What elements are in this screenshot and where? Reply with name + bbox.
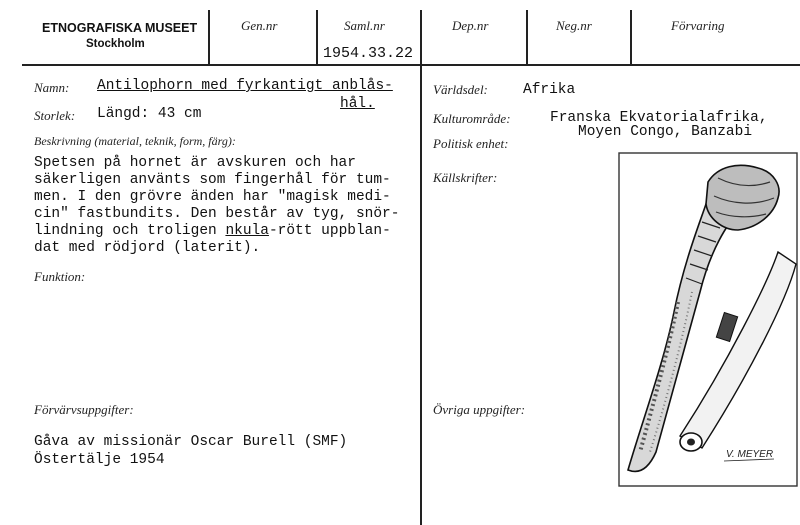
header-divider-2: [316, 10, 318, 64]
forvarv-line-2: Östertälje 1954: [34, 452, 165, 468]
beskrivning-line-3: men. I den grövre änden har "magisk medi-: [34, 189, 391, 205]
varldsdel-label: Världsdel:: [433, 82, 488, 97]
museum-name: ETNOGRAFISKA MUSEET: [42, 21, 198, 35]
beskrivning-line-6: dat med rödjord (laterit).: [34, 240, 261, 256]
neg-nr-label: Neg.nr: [556, 18, 592, 33]
nkula-word: nkula: [225, 223, 269, 239]
dep-nr-label: Dep.nr: [452, 18, 489, 33]
header-divider-1: [208, 10, 210, 64]
gen-nr-label: Gen.nr: [241, 18, 278, 33]
body-center-divider: [420, 64, 422, 525]
storlek-label: Storlek:: [34, 108, 76, 123]
header-divider-5: [630, 10, 632, 64]
saml-nr-value: 1954.33.22: [323, 45, 414, 62]
artist-signature: V. MEYER: [726, 449, 774, 460]
kulturomrade-line-2: Moyen Congo, Banzabi: [578, 124, 753, 140]
beskrivning-line-5-pre: lindning och troligen: [34, 223, 226, 239]
politisk-label: Politisk enhet:: [433, 136, 509, 151]
beskrivning-line-5-post: -rött uppblan-: [268, 223, 391, 239]
kulturomrade-label: Kulturområde:: [433, 111, 511, 126]
namn-label: Namn:: [34, 80, 70, 95]
forvarv-line-1: Gåva av missionär Oscar Burell (SMF): [34, 434, 348, 450]
varldsdel-value: Afrika: [523, 82, 576, 98]
beskrivning-text: [34, 155, 399, 257]
header-divider-3: [420, 10, 422, 64]
horn-end-hole: [687, 439, 695, 446]
storlek-value: Längd: 43 cm: [97, 106, 202, 122]
ovriga-label: Övriga uppgifter:: [433, 402, 526, 417]
beskrivning-label: Beskrivning (material, teknik, form, färg):: [34, 134, 236, 148]
header-divider-4: [526, 10, 528, 64]
saml-nr-label: Saml.nr: [344, 18, 385, 33]
funktion-label: Funktion:: [34, 269, 86, 284]
beskrivning-line-2: säkerligen använts som fingerhål för tum-: [34, 172, 391, 188]
namn-value-line1: Antilophorn med fyrkantigt anblås-: [97, 78, 393, 94]
beskrivning-line-1: Spetsen på hornet är avskuren och har: [34, 155, 356, 171]
forvaring-label: Förvaring: [671, 18, 725, 33]
kallskrifter-label: Källskrifter:: [433, 170, 498, 185]
museum-city: Stockholm: [86, 38, 145, 50]
beskrivning-line-5: [34, 223, 399, 240]
kulturomrade-line-1: Franska Ekvatorialafrika,: [550, 110, 768, 126]
beskrivning-line-4: cin" fastbundits. Den består av tyg, snör-: [34, 206, 400, 222]
forvarv-label: Förvärvsuppgifter:: [34, 402, 134, 417]
horn-drawing: [618, 152, 798, 487]
header-bottom-rule: [22, 64, 800, 66]
square-blow-hole: [716, 312, 737, 341]
namn-value-line2: hål.: [340, 96, 375, 112]
